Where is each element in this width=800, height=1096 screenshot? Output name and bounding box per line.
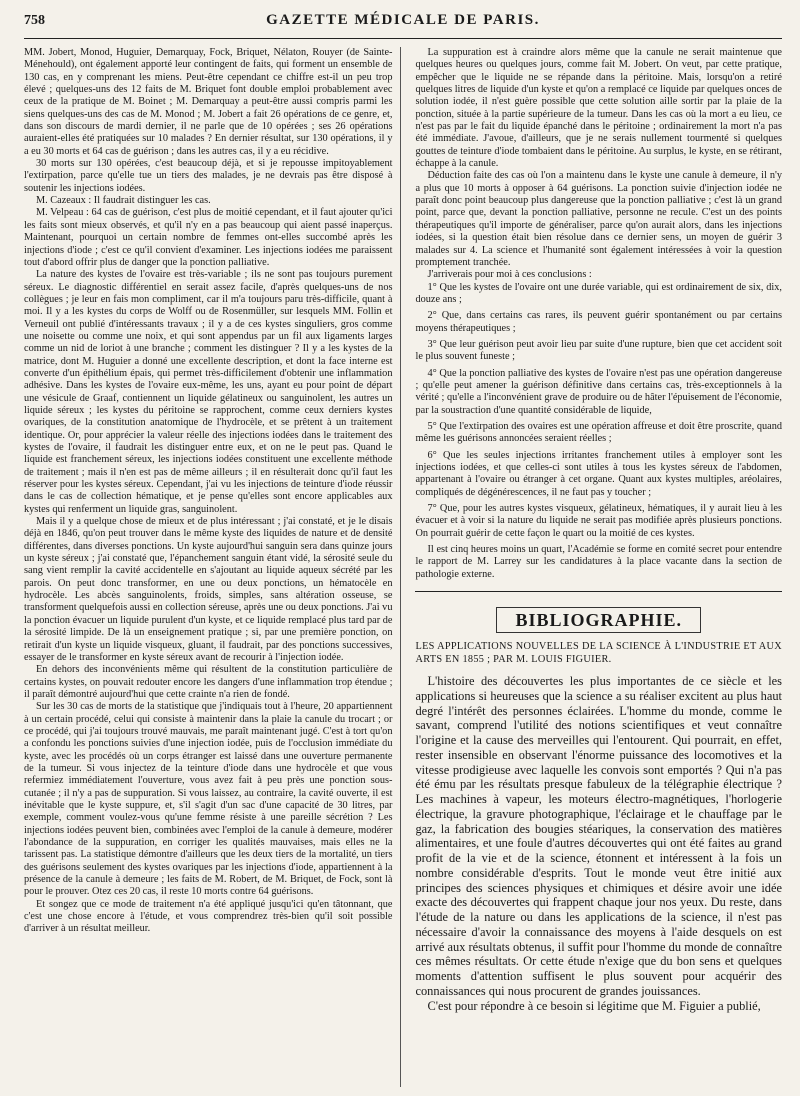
paragraph: C'est pour répondre à ce besoin si légitime que M. Figuier a publié, [427, 998, 761, 1013]
bibliography-heading [415, 610, 782, 631]
page-number: 758 [24, 13, 45, 28]
paragraph: M. Velpeau : 64 cas de guérison, c'est plus de moitié cependant, et il faut ajouter qu'ici les faits sont mieux observés, et qu'il n'y en a pas beaucoup qui aient passé inaperçus. Maintenant, pourquoi un certain nombre de femmes ont-elles succombé après les injections d'iode ; c'est ce qu'il convient d'examiner. Les injections iodées me paraissent tout d'abord offrir plus de danger que la ponction palliative. [24, 207, 393, 268]
left-column [24, 47, 401, 1087]
bibliography-subheading: LES APPLICATIONS NOUVELLES DE LA SCIENCE À L'INDUSTRIE ET AUX ARTS EN 1855 ; PAR M. LOUIS FIGUIER. [415, 641, 782, 665]
paragraph: M. Cazeaux : Il faudrait distinguer les cas. [36, 195, 211, 207]
right-column [415, 47, 782, 1087]
conclusions-list [415, 282, 782, 541]
conclusion-item: 7° Que, pour les autres kystes visqueux, gélatineux, hématiques, il y aurait lieu à les évacuer et à voir si la nature du liquide ne serait pas modifiée après plusieurs ponctions. On pourrait guérir de cette façon le quart ou la moitié de ces kystes. [415, 503, 782, 539]
article-columns [24, 47, 782, 1087]
page-header [24, 12, 782, 39]
paragraph: La nature des kystes de l'ovaire est très-variable ; ils ne sont pas toujours purement séreux. Le diagnostic différentiel en serait assez facile, d'après quelques-uns de nos collègues ; je leur en fais mon compliment, car il m'a toujours paru très-difficile, quant à moi. Il y a les kystes du corps de Wolff ou de Rosenmüller, sur lesquels MM. Follin et Verneuil ont publié d'intéressants travaux ; il y a de ces kystes singuliers, gros comme une noisette ou comme une noix, et qui sont appendus par un fil aux ligaments larges comme un nid de loriot à une branche ; comment les distinguer ? Il y a les kystes de la matrice, dont M. Huguier a donné une excellente description, et dont la face interne est converte d'un épithélium épais, qui permet très-difficilement d'obtenir une inflammation adhésive. Dans les kystes de l'ovaire eux-même, les uns, ayant eu pour point de départ une vésicule de Graaf, contiennent un liquide gélatineux ou sanguinolent, les autres un liquide séreux ; les kystes du péritoine se rapprochent, comme ceux derniers kystes ovariques, de la constitution anatomique de l'hydrocèle, et se prêtent à un traitement identique. Or, pour apprécier la valeur réelle des injections iodées dans le traitement des kystes de l'ovaire, il faudrait les distinguer entre eux, et on ne le peut pas. Quand le liquide est franchement séreux, les injections iodées constituent une excellente méthode de traitement ; mais il n'en est pas de même ailleurs ; il en résulterait donc qu'il faut les réserver pour les kystes séreux. Cependant, j'ai vu les injections de teinture d'iode réussir dans le cas de collection hématique, et je pense qu'elles sont encore applicables aux kystes qui renferment un liquide gras, sanguinolent. [24, 269, 393, 515]
conclusion-item: 4° Que la ponction palliative des kystes de l'ovaire n'est pas une opération dangereuse ; qu'elle peut amener la guérison définitive dans certains cas, très-exceptionnels à la vérité ; qu'elle a l'inconvénient grave de produire ou de hâter l'épuisement de l'économie, par la soustraction d'une quantité considérable de liquide, [415, 367, 782, 416]
paragraph: Déduction faite des cas où l'on a maintenu dans le kyste une canule à demeure, il n'y a plus que 10 morts à opposer à 64 guérisons. La ponction suivie d'injection iodée ne paraît donc point beaucoup plus dangereuse que la ponction palliative ; c'est là un grand point, parce que, devant la ponction palliative, personne ne recule. C'est un des points thérapeutiques qu'il importe de généraliser, parce qu'on aurait alors, dans les injections iodées, si la question était bien résolue dans ce dernier sens, un moyen de guérir 3 malades sur 4. La science et l'humanité sont également intéressées à voir la question promptement tranchée. [415, 170, 782, 268]
paragraph: Sur les 30 cas de morts de la statistique que j'indiquais tout à l'heure, 20 appartiennent à un certain procédé, celui qui consiste à maintenir dans la plaie la canule du trocart ; or ce procédé, qui j'ai toujours trouvé mauvais, me paraît maintenant jugé. C'est à tort qu'on a confondu les ponctions suivies d'une injection iodée, puis de l'occlusion immédiate du kyste, avec les procédés où un corps étranger est laissé dans une ouverture permanente de la tumeur. Si vous injectez de la teinture d'iode dans une hydrocèle et que vous refermiez immédiatement l'ouverture, vous avez fait à peu près une ponction sous-cutanée ; il n'y a pas de suppuration. Si vous laissez, au contraire, la cavité ouverte, il est inévitable que le kyste suppure, et, s'il s'agit d'un sac d'une capacité de 30 litres, par exemple, comment voulez-vous qu'une femme résiste à une pareille sécrétion ? Les injections iodées peuvent bien, combinées avec l'emploi de la canule à demeure, modérer l'abondance de la suppuration, en corriger les qualités mauvaises, mais elles ne la tarissent pas. La statistique démontre d'ailleurs que les deux tiers de la mortalité, un tiers des guérisons seulement des kystes ovariques par les injections d'iode, appartiennent à la présence de la canule à demeure ; les faits de M. Robert, de M. Briquet, de Fock, sont là pour le prouver. Otez ces 20 cas, il reste 10 morts contre 64 guérisons. [24, 701, 393, 898]
paragraph: En dehors des inconvénients même qui résultent de la constitution particulière de certains kystes, on pouvait redouter encore les dangers d'une inflammation trop étendue ; il paraît démontré aujourd'hui que cette crainte n'a rien de fondé. [24, 664, 393, 700]
paragraph: Et songez que ce mode de traitement n'a été appliqué jusqu'ici qu'en tâtonnant, que c'est une chose encore à l'étude, et vous comprendrez très-bien qu'il soit possible d'arriver à un résultat meilleur. [24, 898, 393, 935]
conclusion-item: 6° Que les seules injections irritantes franchement utiles à employer sont les injections iodées, et que celles-ci sont utiles à tous les kystes séreux de l'abdomen, appartenant à l'ovaire ou étranger à cet organe. Quant aux kystes multiples, aréolaires, compliqués de dégénérescences, il ne faut pas y toucher ; [415, 449, 782, 498]
bibliography-heading-text: BIBLIOGRAPHIE. [496, 607, 701, 633]
conclusion-item: 1° Que les kystes de l'ovaire ont une durée variable, qui est ordinairement de six, dix, douze ans ; [415, 281, 782, 305]
paragraph: 30 morts sur 130 opérées, c'est beaucoup déjà, et si je repousse impitoyablement l'extirpation, parce qu'elle tue un tiers des malades, je ne devrais pas être disposé à soutenir les injections iodées. [24, 158, 393, 194]
paragraph: La suppuration est à craindre alors même que la canule ne serait maintenue que quelques heures ou quelques jours, comme fait M. Jobert. On veut, par cette pratique, empêcher que le liquide ne se répande dans la péritoine. Mais, lorsqu'on a retiré quelques litres de liquide d'un kyste et qu'on a remplacé ce liquide par quelques onces de solution iodée, il n'est guère possible que cette solution aille sortir par la plaie de la ponction, située à la partie supérieure de la tumeur. Dans les cas où la mort a eu lieu, ce n'est pas par le fait du liquide épanché dans le péritoine ; ordinairement la mort n'a pas été immédiate. J'avoue, d'ailleurs, que je ne serais nullement tourmenté si quelques gouttes de teinture d'iode tombaient dans le péritoine. Au surplus, le kyste, en se rétirant, échappe à la canule. [415, 47, 782, 170]
bibliography-section [415, 591, 782, 1013]
paragraph: Mais il y a quelque chose de mieux et de plus intéressant ; j'ai constaté, et je le disais déjà en 1846, qu'on peut trouver dans le même kyste des liquides de nature et de densité différentes, dans diverses ponctions. Un kyste aujourd'hui sanguin sera dans quinze jours un kyste séreux ; j'ai constaté que, l'épanchement sanguin étant vidé, la sérosité seule du sang vient remplir la cavité accidentelle en s'ajoutant au liquide aqueux sécrété par les parois. On peut donc transformer, en une ou deux ponctions, un hématocèle en hydrocèle. Les abcès sanguinolents, froids, simples, sans altération osseuse, se transforment quelquefois aussi en collection séreuse, après une ou deux ponctions. J'ai vu la ponction évacuer un liquide purulent d'un kyste, et ce liquide remplacé plus tard par de la sérosité limpide. De là un enseignement pratique ; si, par une première ponction, on retirait d'un kyste un liquide visqueux, gluant, il faudrait, par des ponctions successives, essayer de le transformer en kyste séreux avant de recourir à l'injection iodée. [24, 516, 393, 663]
paragraph: L'histoire des découvertes les plus importantes de ce siècle et les applications si heureuses que la science a su réaliser excitent au plus haut degré l'intérêt des personnes éclairées. L'homme du monde, comme le savant, comprend l'utilité des notions scientifiques et veut connaître l'origine et la cause des merveilles qui l'entourent. Qui pourrait, en effet, rester insensible en observant l'énorme puissance des locomotives et la vitesse prodigieuse avec laquelle les convois sont emportés ? Qui n'a pas été ému par les résultats presque fabuleux de la télégraphie électrique ? Les machines à vapeur, les moteurs électro-magnétiques, l'horlogerie électrique, la gravure photographique, l'éclairage et le chauffage par le gaz, la fabrication des bougies stéariques, la conservation des matières alimentaires, et une foule d'autres découvertes qui ont été faites au grand profit de la vie et de la science, étonnent et intéressent à la fois un nombre considérable d'esprits. Tout le monde veut être initié aux principes des sciences physiques et chimiques et désire avoir une idée exacte des découvertes qui frappent chaque jour nos yeux. Du reste, dans l'étude de la nature ou dans les applications de la science, il n'est pas nécessaire d'avoir la connaissance des moyens à l'aide desquels on est arrivé aux résultats obtenus, il suffit pour l'homme du monde de connaître ces mêmes résultats. Or cette étude n'exige que du bon sens et quelques moments d'attention suffisent le plus souvent pour acquérir des connaissances qui nous procurent de grandes jouissances. [415, 674, 782, 998]
bibliography-body [415, 674, 782, 1013]
journal-title: GAZETTE MÉDICALE DE PARIS. [266, 12, 540, 28]
closing-paragraph: Il est cinq heures moins un quart, l'Académie se forme en comité secret pour entendre le rapport de M. Larrey sur les candidatures à la place vacante dans la section de pathologie externe. [415, 544, 782, 580]
conclusion-item: 2° Que, dans certains cas rares, ils peuvent guérir spontanément ou par certains moyens thérapeutiques ; [415, 310, 782, 334]
paragraph: MM. Jobert, Monod, Huguier, Demarquay, Fock, Briquet, Nélaton, Rouyer (de Sainte-Ménehould), ont également apporté leur contingent de faits, qui forment un ensemble de 130 cas, en y comprenant les miens. Peut-être cependant ce chiffre est-il un peu trop élevé ; quelques-uns des 12 faits de M. Briquet font double emploi probablement avec ceux de la pratique de M. Boinet ; M. Demarquay a peut-être aussi compris parmi les siens quelques-uns des cas de M. Monod ; M. Jobert a fait 26 opérations de ce genre, et, dans son discours de mardi dernier, il ne parle que de 10 opérées ; ses 26 opérations auraient-elles été pratiquées sur 10 malades ? En dernier résultat, sur 130 opérations, il y a eu 30 morts et 64 cas de guérison ; dans les autres cas, il y a eu récidive. [24, 47, 393, 157]
paragraph: J'arriverais pour moi à ces conclusions : [427, 269, 592, 281]
conclusion-item: 5° Que l'extirpation des ovaires est une opération affreuse et doit être proscrite, quand même les guérisons annoncées seraient réelles ; [415, 420, 782, 445]
conclusion-item: 3° Que leur guérison peut avoir lieu par suite d'une rupture, bien que cet accident soit le plus souvent funeste ; [415, 338, 782, 363]
